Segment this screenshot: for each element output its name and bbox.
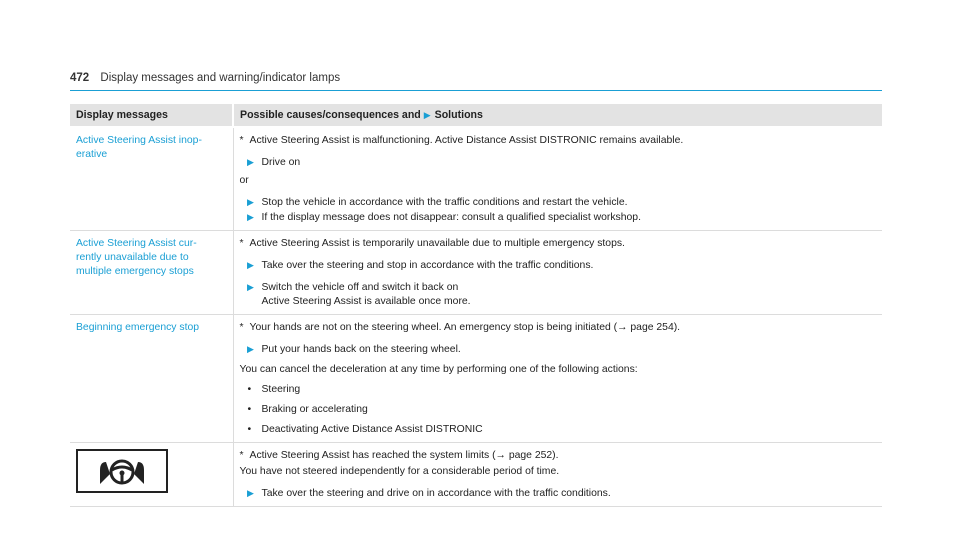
cause-text: * Active Steering Assist has reached the system limits (→ page 252). (239, 450, 559, 461)
solution-step: ▶ Take over the steering and stop in accordance with the traffic conditions. (240, 258, 877, 273)
cause-text: * Your hands are not on the steering wheel. An emergency stop is being initiated (→ page 254). (239, 322, 681, 333)
info-text: You have not steered independently for a considerable period of time. (239, 466, 560, 477)
arrow-right-icon: ▶ (247, 282, 254, 292)
table-row (70, 127, 882, 231)
arrow-right-icon: ▶ (247, 197, 254, 207)
arrow-right-icon: ▶ (247, 212, 254, 222)
asterisk-mark: * (239, 135, 244, 146)
display-message-text: Beginning emergency stop (76, 322, 200, 333)
solution-cell (233, 127, 882, 231)
hands-on-steering-wheel-icon (76, 449, 168, 493)
message-cell (70, 231, 233, 315)
page-number: 472 (70, 72, 90, 84)
info-text: You can cancel the deceleration at any time by performing one of the following actions: (239, 364, 638, 375)
solution-note: Active Steering Assist is available once more. (261, 296, 471, 307)
or-text: or (239, 175, 249, 186)
message-cell (70, 127, 233, 231)
message-cell (70, 443, 233, 507)
solution-step: ▶ If the display message does not disappear: consult a qualified specialist workshop. (240, 210, 877, 225)
display-message-text: Active Steering Assist cur-rently unavailable due to multiple emergency stops (76, 238, 197, 277)
asterisk-mark: * (239, 322, 244, 333)
arrow-right-icon: ▶ (247, 344, 254, 354)
column-header-causes-label: Possible causes/consequences and (240, 109, 421, 121)
column-header-display-messages: Display messages (70, 104, 233, 127)
table-row (70, 231, 882, 315)
solution-cell (233, 443, 882, 507)
message-cell (70, 315, 233, 443)
list-item: • Deactivating Active Distance Assist DISTRONIC (240, 423, 877, 437)
display-messages-table (70, 104, 882, 507)
solution-step: ▶ Switch the vehicle off and switch it back on Active Steering Assist is available once more. (240, 280, 877, 309)
solution-cell (233, 231, 882, 315)
display-message-text: Active Steering Assist inop-erative (76, 135, 202, 160)
arrow-right-icon: ▶ (423, 110, 431, 120)
solution-step: ▶ Drive on (240, 155, 877, 170)
table-row (70, 443, 882, 507)
arrow-right-icon: ▶ (247, 488, 254, 498)
table-row (70, 315, 882, 443)
column-header-solutions-label: Solutions (434, 109, 483, 121)
page-header (70, 72, 340, 84)
page-title: Display messages and warning/indicator lamps (100, 72, 341, 84)
list-item: • Braking or accelerating (240, 403, 877, 417)
solution-step: ▶ Stop the vehicle in accordance with the traffic conditions and restart the vehicle. (240, 195, 877, 210)
column-header-causes-solutions (233, 104, 882, 127)
solution-step: ▶ Take over the steering and drive on in accordance with the traffic conditions. (240, 486, 877, 501)
arrow-right-icon: ▶ (247, 157, 254, 167)
solution-cell (233, 315, 882, 443)
solution-step: ▶ Put your hands back on the steering wheel. (240, 342, 877, 357)
asterisk-mark: * (239, 238, 244, 249)
list-item: • Steering (240, 383, 877, 397)
arrow-right-icon: ▶ (247, 260, 254, 270)
table-header-row (70, 104, 882, 127)
header-divider (70, 90, 882, 91)
cause-text: * Active Steering Assist is temporarily unavailable due to multiple emergency stops. (239, 238, 625, 249)
cause-text: * Active Steering Assist is malfunctioning. Active Distance Assist DISTRONIC remains available. (239, 135, 684, 146)
asterisk-mark: * (239, 450, 244, 461)
